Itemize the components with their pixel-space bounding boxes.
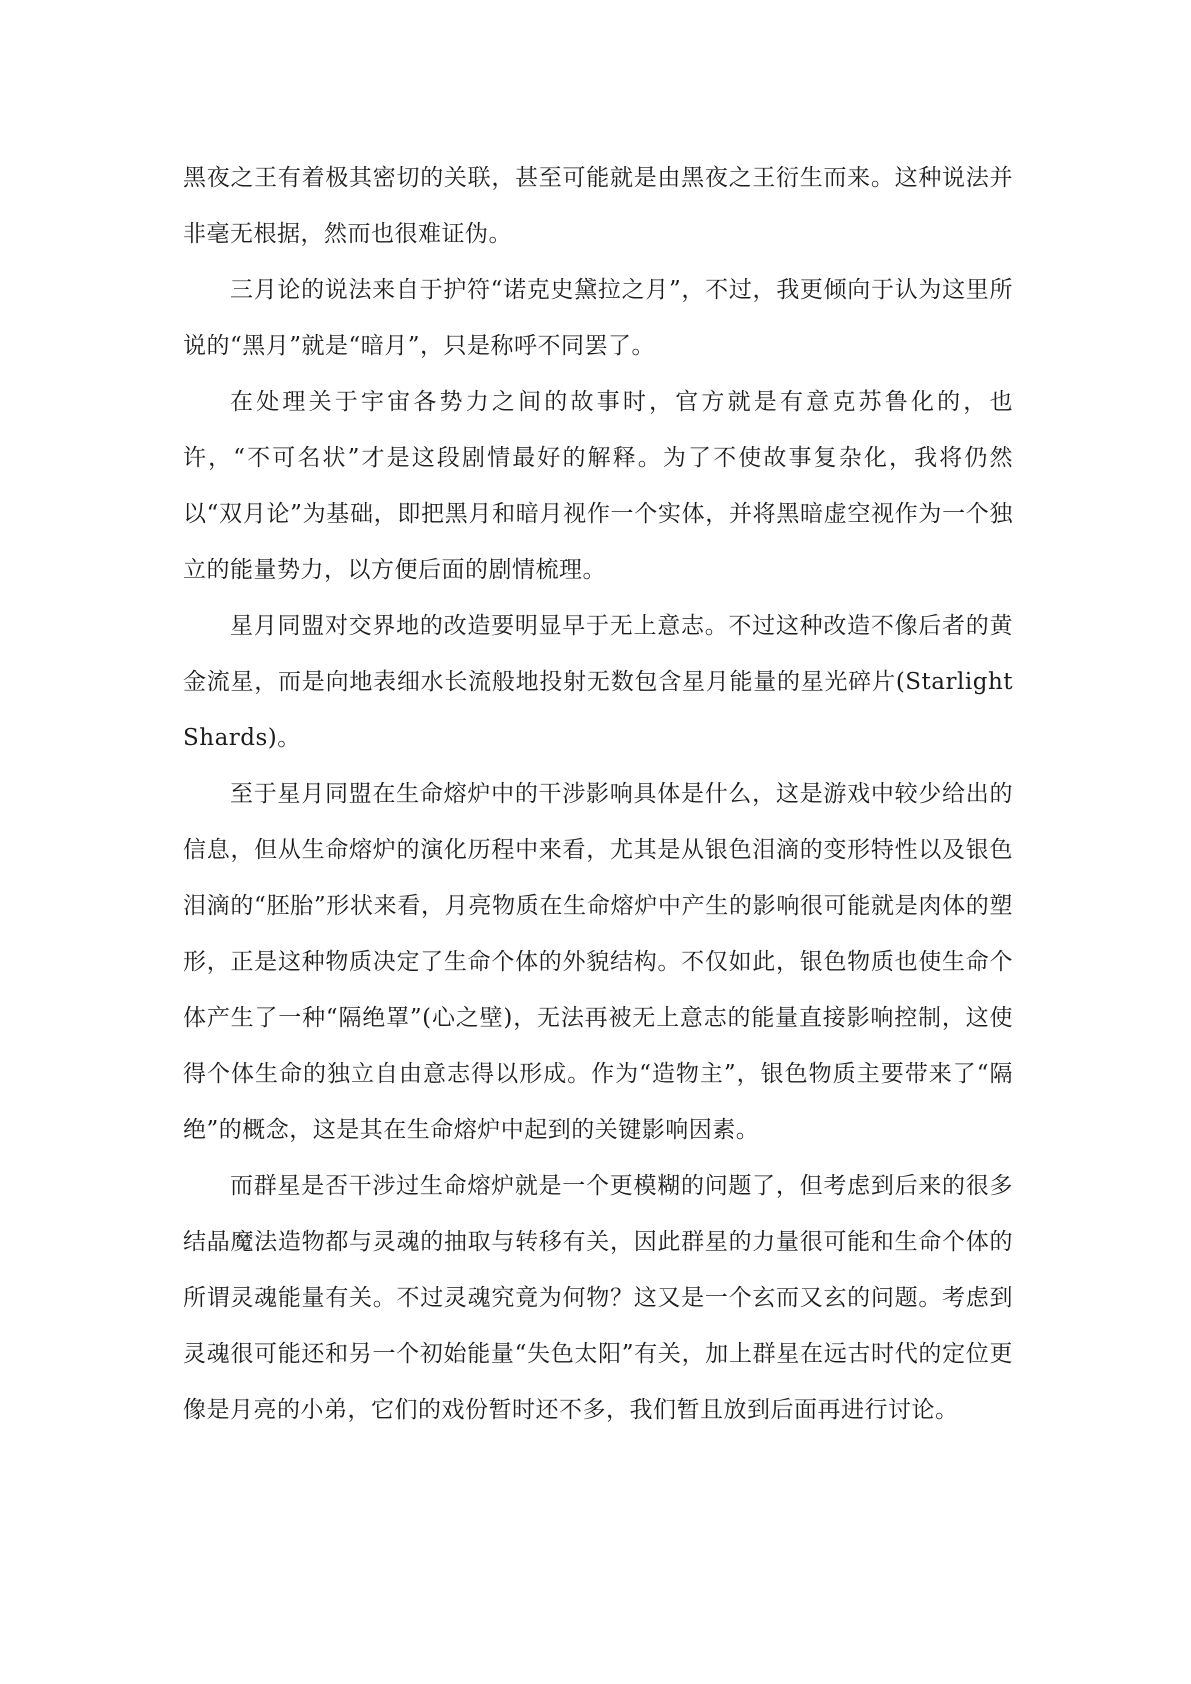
paragraph-3: 在处理关于宇宙各势力之间的故事时，官方就是有意克苏鲁化的，也许，“不可名状”才是这段剧情最好的解释。为了不使故事复杂化，我将仍然以“双月论”为基础，即把黑月和暗月视作一个实体，并将黑暗虚空视作为一个独立的能量势力，以方便后面的剧情梳理。 bbox=[183, 389, 1013, 583]
paragraph-4: 星月同盟对交界地的改造要明显早于无上意志。不过这种改造不像后者的黄金流星，而是向地表细水长流般地投射无数包含星月能量的星光碎片(Starlight Shards)。 bbox=[183, 613, 1013, 751]
paragraph-1: 黑夜之王有着极其密切的关联，甚至可能就是由黑夜之王衍生而来。这种说法并非毫无根据，然而也很难证伪。 bbox=[183, 165, 1013, 247]
paragraph-5: 至于星月同盟在生命熔炉中的干涉影响具体是什么，这是游戏中较少给出的信息，但从生命熔炉的演化历程中来看，尤其是从银色泪滴的变形特性以及银色泪滴的“胚胎”形状来看，月亮物质在生命熔炉中产生的影响很可能就是肉体的塑形，正是这种物质决定了生命个体的外貌结构。不仅如此，银色物质也使生命个体产生了一种“隔绝罩”(心之壁)，无法再被无上意志的能量直接影响控制，这使得个体生命的独立自由意志得以形成。作为“造物主”，银色物质主要带来了“隔绝”的概念，这是其在生命熔炉中起到的关键影响因素。 bbox=[183, 781, 1013, 1143]
paragraph-6: 而群星是否干涉过生命熔炉就是一个更模糊的问题了，但考虑到后来的很多结晶魔法造物都与灵魂的抽取与转移有关，因此群星的力量很可能和生命个体的所谓灵魂能量有关。不过灵魂究竟为何物？这又是一个玄而又玄的问题。考虑到灵魂很可能还和另一个初始能量“失色太阳”有关，加上群星在远古时代的定位更像是月亮的小弟，它们的戏份暂时还不多，我们暂且放到后面再进行讨论。 bbox=[183, 1173, 1013, 1423]
paragraph-2: 三月论的说法来自于护符“诺克史黛拉之月”，不过，我更倾向于认为这里所说的“黑月”就是“暗月”，只是称呼不同罢了。 bbox=[183, 277, 1013, 359]
document-body bbox=[183, 150, 1013, 1438]
